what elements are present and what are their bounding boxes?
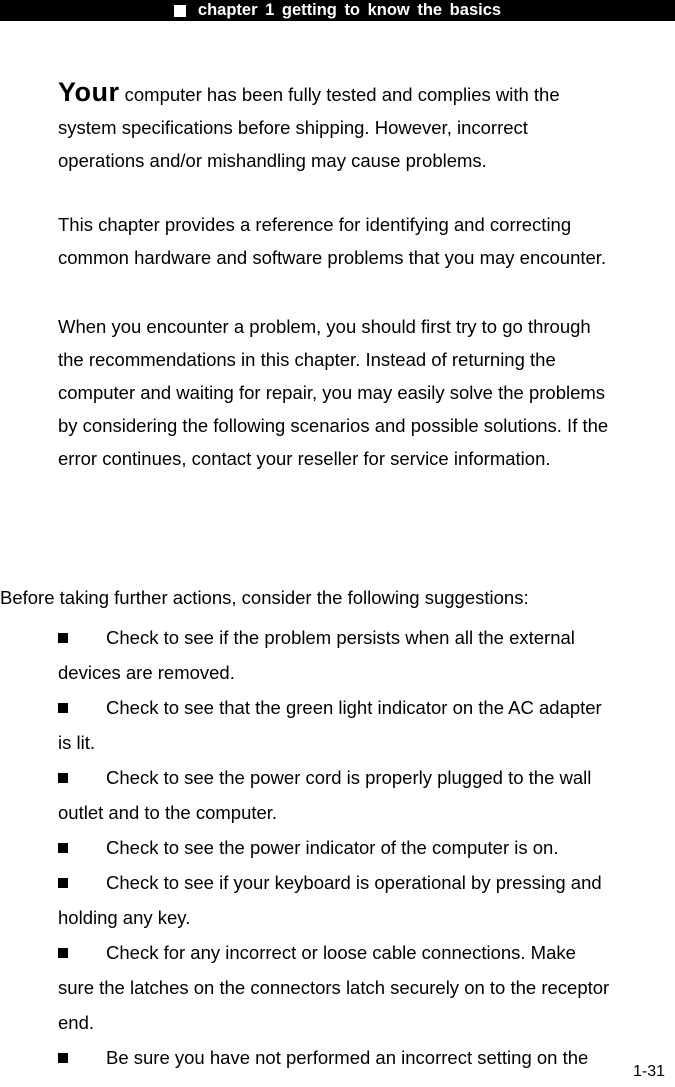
list-item-text: Check to see the power indicator of the computer is on. (106, 837, 559, 858)
intro-paragraph (58, 76, 675, 177)
list-item (58, 690, 675, 760)
reference-paragraph (58, 208, 675, 274)
paragraph-line: computer and waiting for repair, you may easily solve the problems (58, 382, 606, 403)
list-item-text: outlet and to the computer. (58, 802, 278, 823)
list-item (58, 865, 675, 935)
list-item-text: devices are removed. (58, 662, 235, 683)
chapter-header-bar (0, 0, 675, 21)
paragraph-line: operations and/or mishandling may cause problems. (58, 150, 487, 171)
list-item-text: sure the latches on the connectors latch securely on to the receptor (58, 977, 610, 998)
chapter-title: chapter 1 getting to know the basics (197, 1, 502, 19)
suggestions-list (58, 620, 675, 1075)
list-item-text: Check for any incorrect or loose cable connections. Make (106, 942, 576, 963)
square-bullet-icon (58, 773, 68, 783)
square-bullet-icon (58, 633, 68, 643)
list-item (58, 620, 675, 690)
header-square-icon (174, 5, 186, 17)
page-number: 1-31 (632, 1063, 665, 1080)
paragraph-line: This chapter provides a reference for identifying and correcting (58, 214, 572, 235)
list-item (58, 1040, 675, 1075)
square-bullet-icon (58, 878, 68, 888)
paragraph-line: the recommendations in this chapter. Instead of returning the (58, 349, 556, 370)
list-item-text: Check to see if your keyboard is operational by pressing and (106, 872, 602, 893)
encounter-paragraph (58, 310, 675, 475)
list-item-text: holding any key. (58, 907, 191, 928)
suggestions-intro: Before taking further actions, consider the following suggestions: (0, 587, 529, 608)
square-bullet-icon (58, 948, 68, 958)
paragraph-line: by considering the following scenarios and possible solutions. If the (58, 415, 609, 436)
paragraph-line: computer has been fully tested and complies with the (124, 84, 560, 105)
paragraph-line: error continues, contact your reseller for service information. (58, 448, 551, 469)
list-item-text: Check to see that the green light indicator on the AC adapter (106, 697, 602, 718)
list-item (58, 830, 675, 865)
list-item-text: Check to see if the problem persists when all the external (106, 627, 575, 648)
paragraph-line: common hardware and software problems that you may encounter. (58, 247, 607, 268)
list-item (58, 760, 675, 830)
square-bullet-icon (58, 843, 68, 853)
paragraph-line: When you encounter a problem, you should first try to go through (58, 316, 591, 337)
list-item-text: end. (58, 1012, 95, 1033)
square-bullet-icon (58, 703, 68, 713)
list-item-text: Check to see the power cord is properly plugged to the wall (106, 767, 592, 788)
list-item-text: Be sure you have not performed an incorrect setting on the (106, 1047, 589, 1068)
list-item-text: is lit. (58, 732, 95, 753)
list-item (58, 935, 675, 1040)
square-bullet-icon (58, 1053, 68, 1063)
paragraph-line: system specifications before shipping. However, incorrect (58, 117, 528, 138)
lead-word: Your (58, 77, 120, 107)
